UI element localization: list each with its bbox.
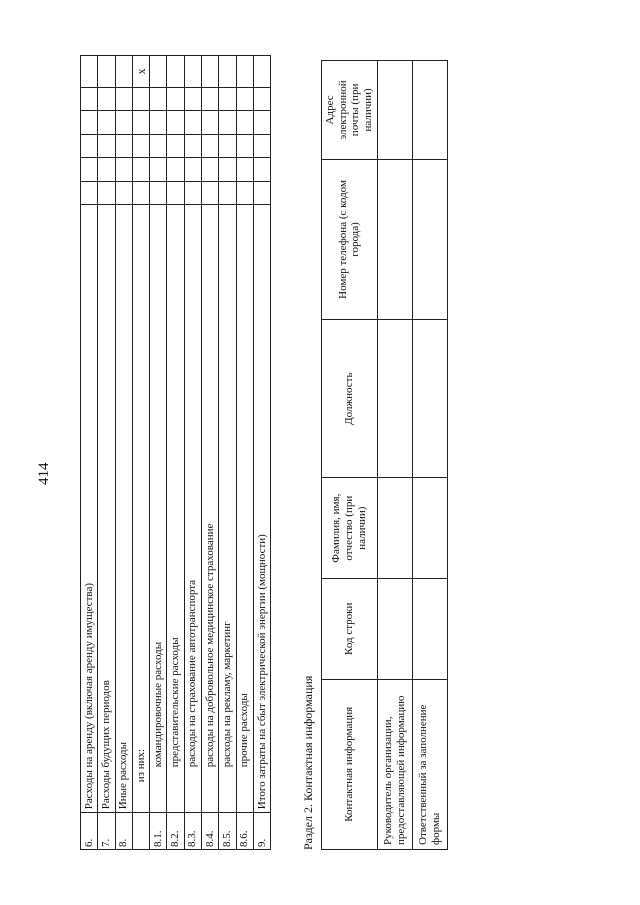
header-phone: Номер телефона (с кодом города) (322, 159, 378, 319)
value-cell (150, 181, 167, 205)
value-cell (115, 87, 132, 111)
table-row (115, 56, 132, 850)
header-row-code: Код строки (322, 579, 378, 680)
header-full-name: Фамилия, имя, отчество (при наличии) (322, 478, 378, 579)
table-row (132, 56, 149, 850)
row-label: расходы на страхование автотранспорта (184, 205, 201, 813)
value-cell (167, 56, 184, 88)
value-cell (115, 56, 132, 88)
row-number: 7. (98, 813, 115, 850)
row-number: 8.5. (219, 813, 236, 850)
value-cell (219, 56, 236, 88)
value-cell (202, 56, 219, 88)
table-row (167, 56, 184, 850)
contact-table (321, 60, 448, 850)
table-row (202, 56, 219, 850)
section-title: Раздел 2. Контактная информация (301, 675, 315, 850)
contact-table-header-row (322, 61, 378, 850)
value-cell (81, 134, 98, 158)
value-cell (150, 87, 167, 111)
value-cell (81, 181, 98, 205)
table-row (219, 56, 236, 850)
value-cell (253, 181, 270, 205)
value-cell (150, 158, 167, 182)
table-row (98, 56, 115, 850)
value-cell (132, 111, 149, 135)
value-cell (81, 56, 98, 88)
contact-row-responsible (412, 61, 447, 850)
value-cell (202, 87, 219, 111)
table-cell (412, 320, 447, 478)
value-cell (98, 87, 115, 111)
table-cell (377, 478, 412, 579)
value-cell (219, 111, 236, 135)
value-cell (98, 134, 115, 158)
row-label: прочие расходы (236, 205, 253, 813)
row-label: Расходы будущих периодов (98, 205, 115, 813)
value-cell (167, 158, 184, 182)
row-label: Итого затраты на сбыт электрической энергии (мощности) (253, 205, 270, 813)
table-cell (377, 61, 412, 160)
value-cell (98, 158, 115, 182)
value-cell (115, 181, 132, 205)
value-cell (236, 111, 253, 135)
table-row (150, 56, 167, 850)
value-cell (184, 181, 201, 205)
rotated-page (36, 45, 500, 850)
row-number: 8.3. (184, 813, 201, 850)
value-cell (202, 158, 219, 182)
header-position: Должность (322, 320, 378, 478)
table-cell (412, 478, 447, 579)
table-row (184, 56, 201, 850)
value-cell (115, 134, 132, 158)
value-cell (132, 134, 149, 158)
value-cell (81, 158, 98, 182)
value-cell (253, 56, 270, 88)
value-cell (167, 134, 184, 158)
row-number: 9. (253, 813, 270, 850)
value-cell (202, 181, 219, 205)
value-cell (202, 134, 219, 158)
row-number (132, 813, 149, 850)
value-cell (236, 134, 253, 158)
value-cell (236, 158, 253, 182)
value-cell (253, 111, 270, 135)
value-cell (167, 111, 184, 135)
value-cell (98, 181, 115, 205)
table-cell (412, 61, 447, 160)
value-cell (132, 158, 149, 182)
value-cell (253, 134, 270, 158)
value-cell (98, 111, 115, 135)
table-cell (412, 159, 447, 319)
row-label: расходы на рекламу, маркетинг (219, 205, 236, 813)
value-cell (219, 158, 236, 182)
value-cell (81, 111, 98, 135)
value-cell (184, 87, 201, 111)
table-row (236, 56, 253, 850)
row-number: 8.4. (202, 813, 219, 850)
value-cell (150, 111, 167, 135)
value-cell (236, 181, 253, 205)
value-cell (202, 111, 219, 135)
value-cell (253, 158, 270, 182)
value-cell (236, 56, 253, 88)
value-cell (167, 87, 184, 111)
table-cell (377, 159, 412, 319)
value-cell (150, 134, 167, 158)
table-row (253, 56, 270, 850)
row-number: 8.2. (167, 813, 184, 850)
table-cell (377, 579, 412, 680)
value-cell (253, 87, 270, 111)
value-cell (219, 134, 236, 158)
contact-row-label: Ответственный за заполнение формы (412, 679, 447, 849)
value-cell (81, 87, 98, 111)
value-cell (132, 87, 149, 111)
table-cell (377, 320, 412, 478)
value-cell (219, 181, 236, 205)
value-cell (184, 111, 201, 135)
header-email: Адрес электронной почты (при наличии) (322, 61, 378, 160)
row-label: Расходы на аренду (включая аренду имущества) (81, 205, 98, 813)
contact-row-head (377, 61, 412, 850)
row-number: 8.6. (236, 813, 253, 850)
row-label: расходы на добровольное медицинское страхование (202, 205, 219, 813)
value-cell (115, 158, 132, 182)
value-cell (184, 158, 201, 182)
row-number: 6. (81, 813, 98, 850)
value-cell (115, 111, 132, 135)
row-label: командировочные расходы (150, 205, 167, 813)
value-cell (167, 181, 184, 205)
header-contact-info: Контактная информация (322, 679, 378, 849)
value-cell (98, 56, 115, 88)
contact-row-label: Руководитель организации, предоставляющей информацию (377, 679, 412, 849)
value-cell (236, 87, 253, 111)
table-cell (412, 579, 447, 680)
value-cell (219, 87, 236, 111)
row-number: 8.1. (150, 813, 167, 850)
row-label: из них: (132, 205, 149, 813)
expenses-table (80, 55, 271, 850)
row-label: представительские расходы (167, 205, 184, 813)
x-mark: x (132, 56, 149, 88)
table-row (81, 56, 98, 850)
page-number: 414 (36, 462, 52, 485)
value-cell (184, 56, 201, 88)
row-label: Иные расходы (115, 205, 132, 813)
row-number: 8. (115, 813, 132, 850)
value-cell (132, 181, 149, 205)
value-cell (150, 56, 167, 88)
value-cell (184, 134, 201, 158)
